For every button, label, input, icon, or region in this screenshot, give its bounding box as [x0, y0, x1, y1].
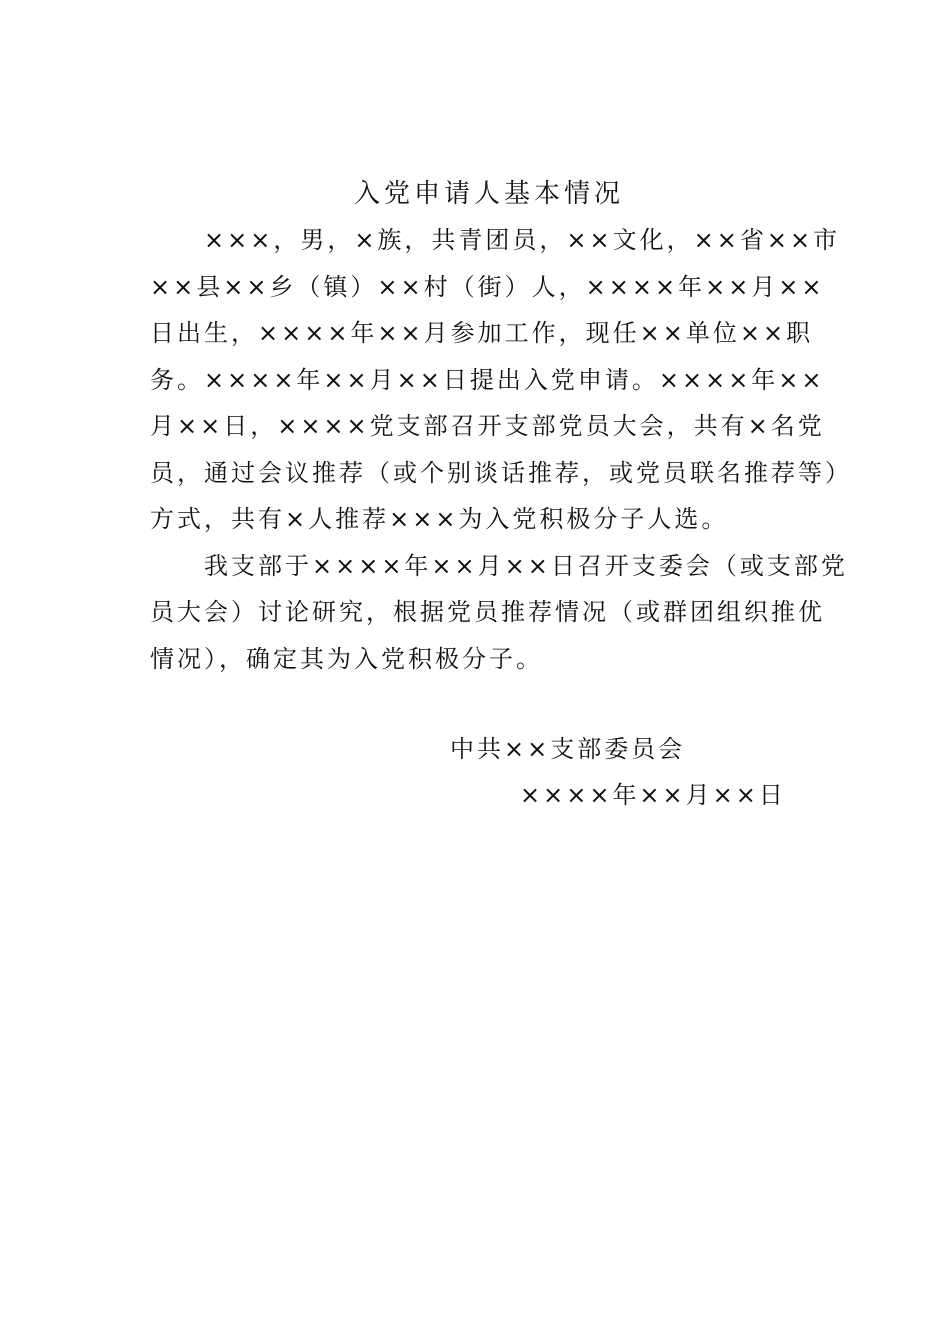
paragraph-applicant-info: ×××，男，×族，共青团员，××文化，××省××市××县××乡（镇）××村（街）人，××××年××月××日出生，××××年××月参加工作，现任××单位××职务。××××年××月××日提出入党申请。××××年××月××日，××××党支部召开支部党员大会，共有×名党员，通过会议推荐（或个别谈话推荐，或党员联名推荐等）方式，共有×人推荐×××为入党积极分子人选。	[150, 226, 841, 533]
document-title: 入党申请人基本情况	[353, 179, 624, 209]
paragraph-branch-decision: 我支部于××××年××月××日召开支委会（或支部党员大会）讨论研究，根据党员推荐情况（或群团组织推优情况），确定其为入党积极分子。	[150, 551, 848, 673]
signature-date: ××××年××月××日	[520, 781, 786, 809]
document-body	[150, 217, 850, 682]
signature-committee: 中共××支部委员会	[450, 735, 686, 763]
